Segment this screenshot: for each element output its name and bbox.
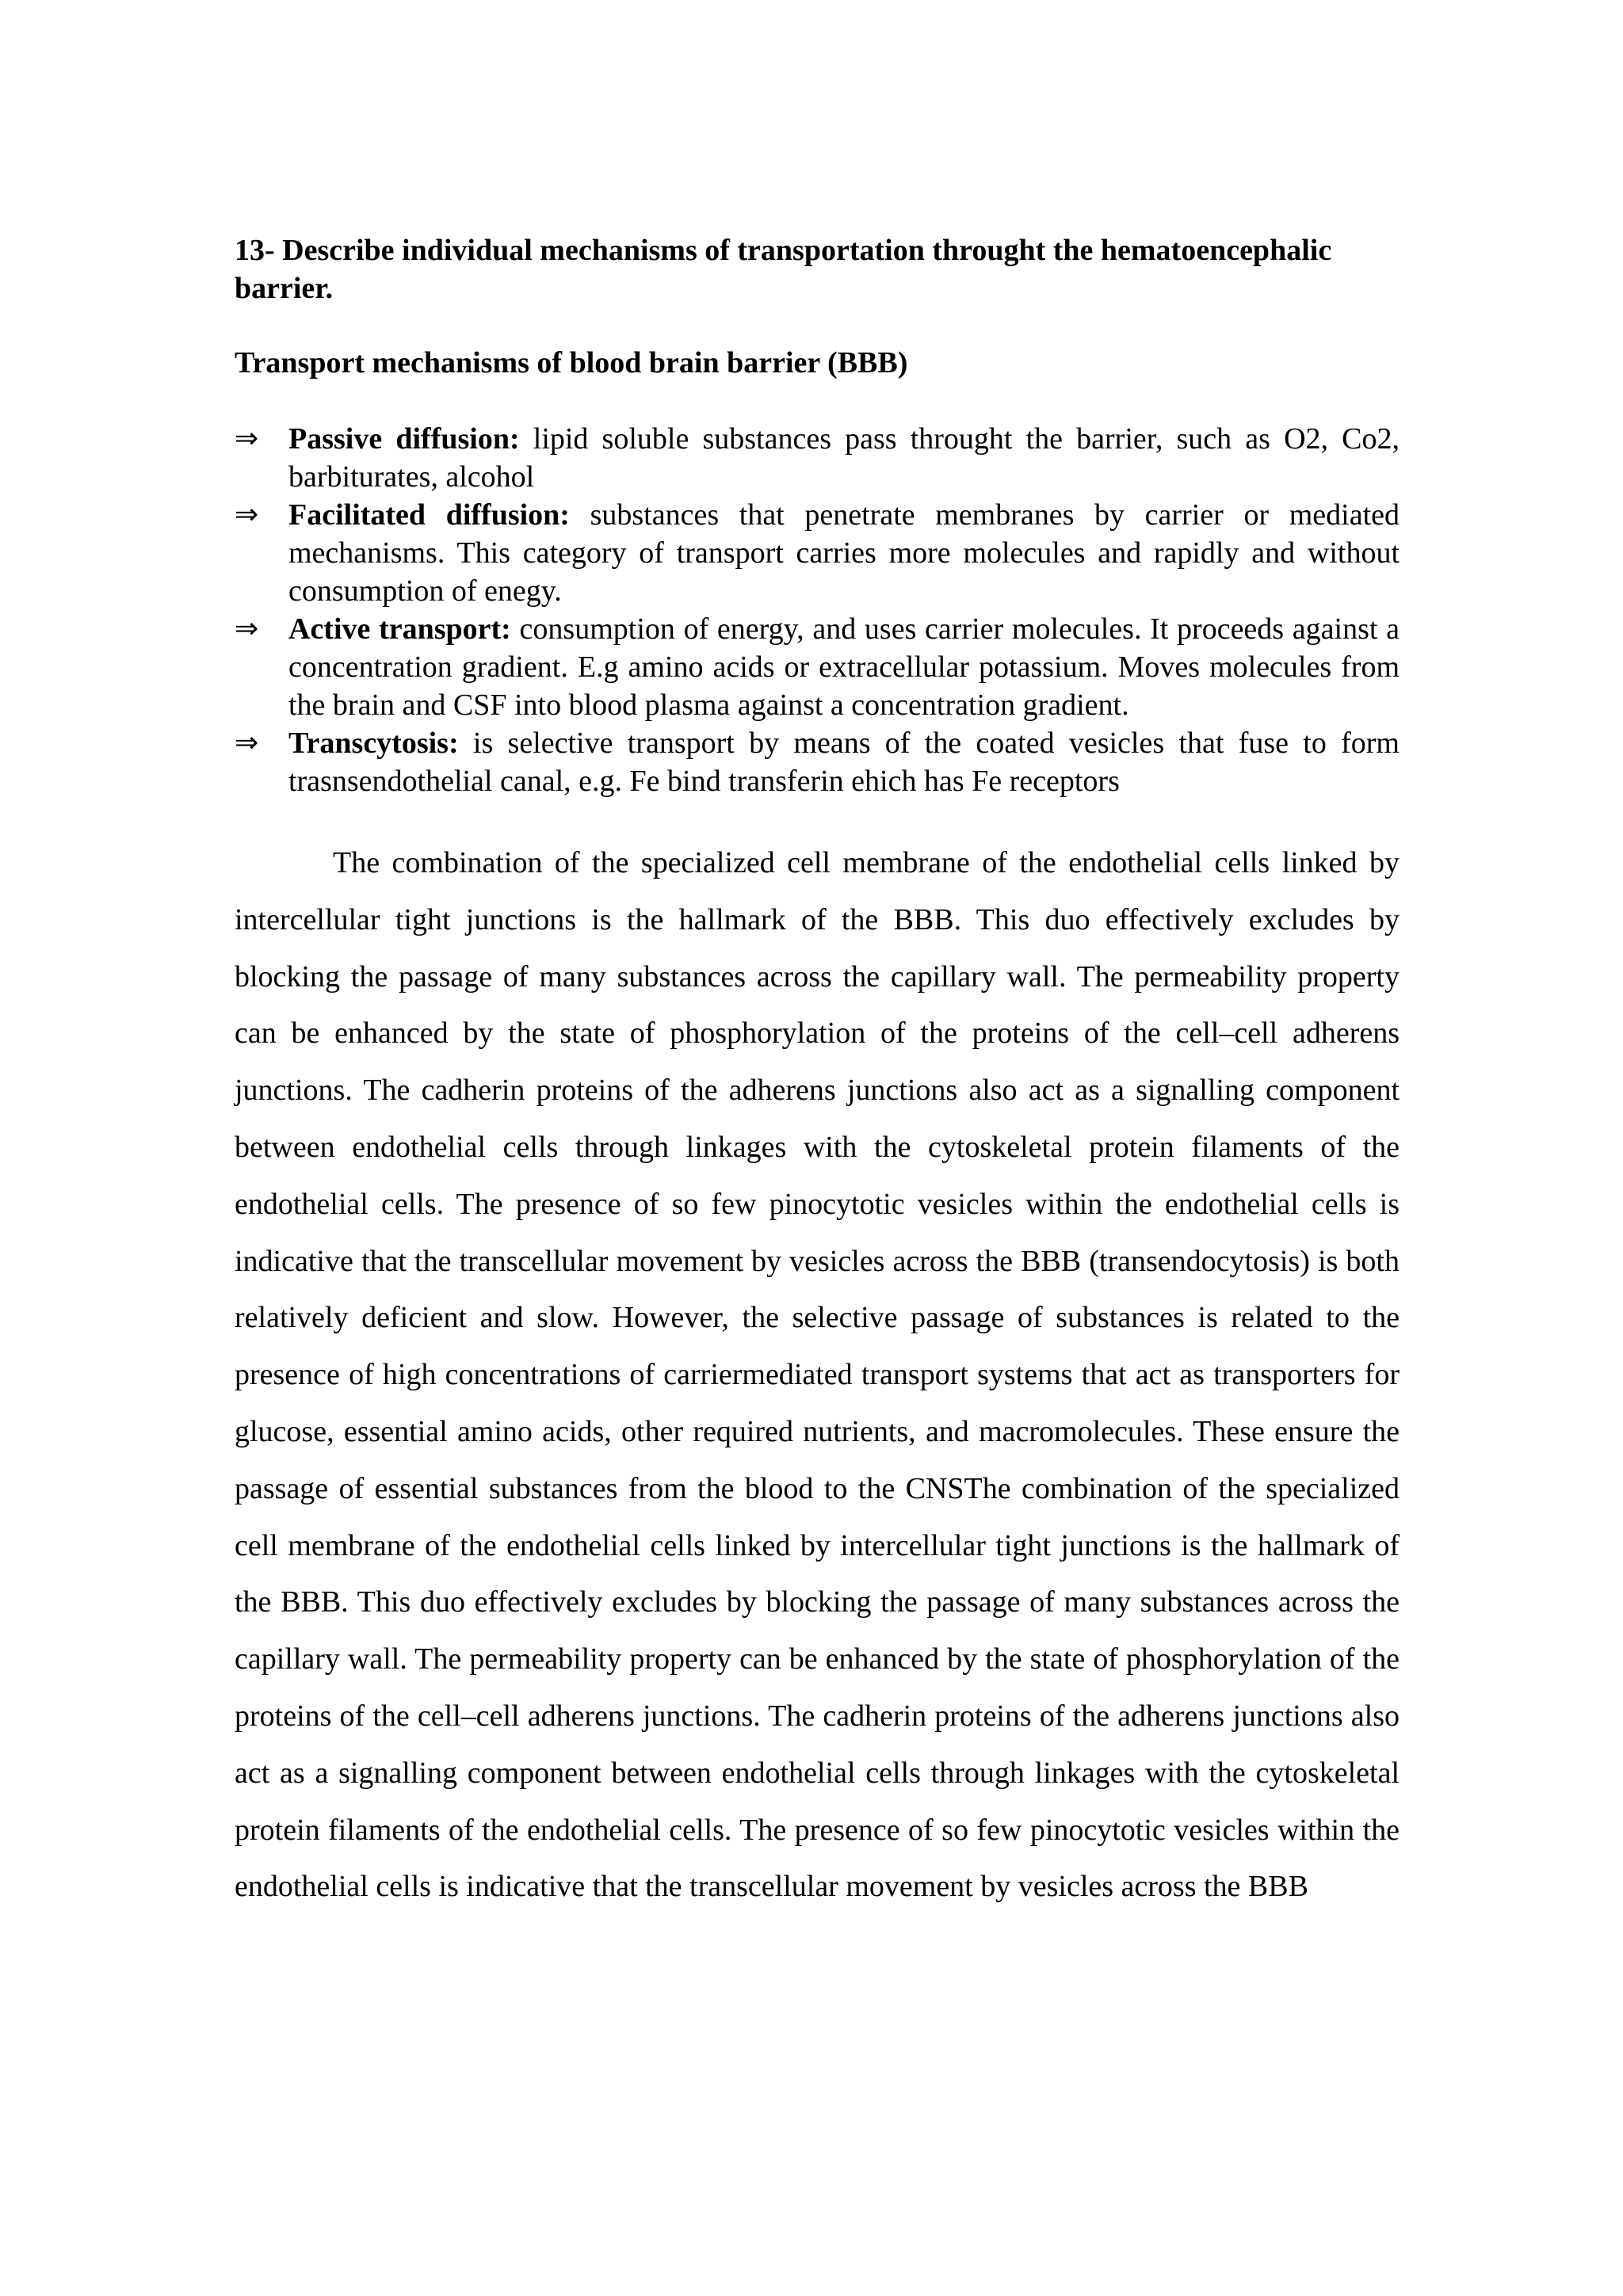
mechanism-term: Passive diffusion:: [288, 422, 520, 456]
document-page: [235, 231, 1400, 1916]
mechanism-term: Transcytosis:: [288, 727, 459, 760]
mechanism-list: [235, 420, 1400, 800]
mechanism-description: is selective transport by means of the coated vesicles that fuse to form trasnsendothelial canal, e.g. Fe bind transferin ehich has Fe receptors: [288, 727, 1400, 798]
list-item-passive-diffusion: [235, 420, 1400, 496]
mechanism-term: Facilitated diffusion:: [288, 498, 570, 532]
mechanism-term: Active transport:: [288, 612, 511, 646]
question-title: 13- Describe individual mechanisms of transportation throught the hematoencephalic barrier.: [235, 234, 1332, 305]
mechanism-description: substances that penetrate membranes by carrier or mediated mechanisms. This category of transport carries more molecules and rapidly and without consumption of enegy.: [288, 498, 1400, 608]
list-item-transcytosis: [235, 724, 1400, 800]
section-heading: Transport mechanisms of blood brain barrier (BBB): [235, 346, 908, 379]
list-item-active-transport: [235, 610, 1400, 724]
double-arrow-icon: ⇒: [235, 422, 259, 455]
mechanism-description: lipid soluble substances pass throught the barrier, such as O2, Co2, barbiturates, alcohol: [288, 422, 1400, 494]
double-arrow-icon: ⇒: [235, 498, 259, 531]
list-item-facilitated-diffusion: [235, 496, 1400, 610]
mechanism-description: consumption of energy, and uses carrier molecules. It proceeds against a concentration gradient. E.g amino acids or extracellular potassium. Moves molecules from the brain and CSF into blood plasma against a concentration gradient.: [288, 612, 1400, 722]
double-arrow-icon: ⇒: [235, 612, 259, 645]
double-arrow-icon: ⇒: [235, 727, 259, 759]
body-paragraph: The combination of the specialized cell membrane of the endothelial cells linked by intercellular tight junctions is the hallmark of the BBB. This duo effectively excludes by blocking the passage of many substances across the capillary wall. The permeability property can be enhanced by the state of phosphorylation of the proteins of the cell–cell adherens junctions. The cadherin proteins of the adherens junctions also act as a signalling component between endothelial cells through linkages with the cytoskeletal protein filaments of the endothelial cells. The presence of so few pinocytotic vesicles within the endothelial cells is indicative that the transcellular movement by vesicles across the BBB (transendocytosis) is both relatively deficient and slow. However, the selective passage of substances is related to the presence of high concentrations of carriermediated transport systems that act as transporters for glucose, essential amino acids, other required nutrients, and macromolecules. These ensure the passage of essential substances from the blood to the CNSThe combination of the specialized cell membrane of the endothelial cells linked by intercellular tight junctions is the hallmark of the BBB. This duo effectively excludes by blocking the passage of many substances across the capillary wall. The permeability property can be enhanced by the state of phosphorylation of the proteins of the cell–cell adherens junctions. The cadherin proteins of the adherens junctions also act as a signalling component between endothelial cells through linkages with the cytoskeletal protein filaments of the endothelial cells. The presence of so few pinocytotic vesicles within the endothelial cells is indicative that the transcellular movement by vesicles across the BBB: [235, 846, 1400, 1904]
